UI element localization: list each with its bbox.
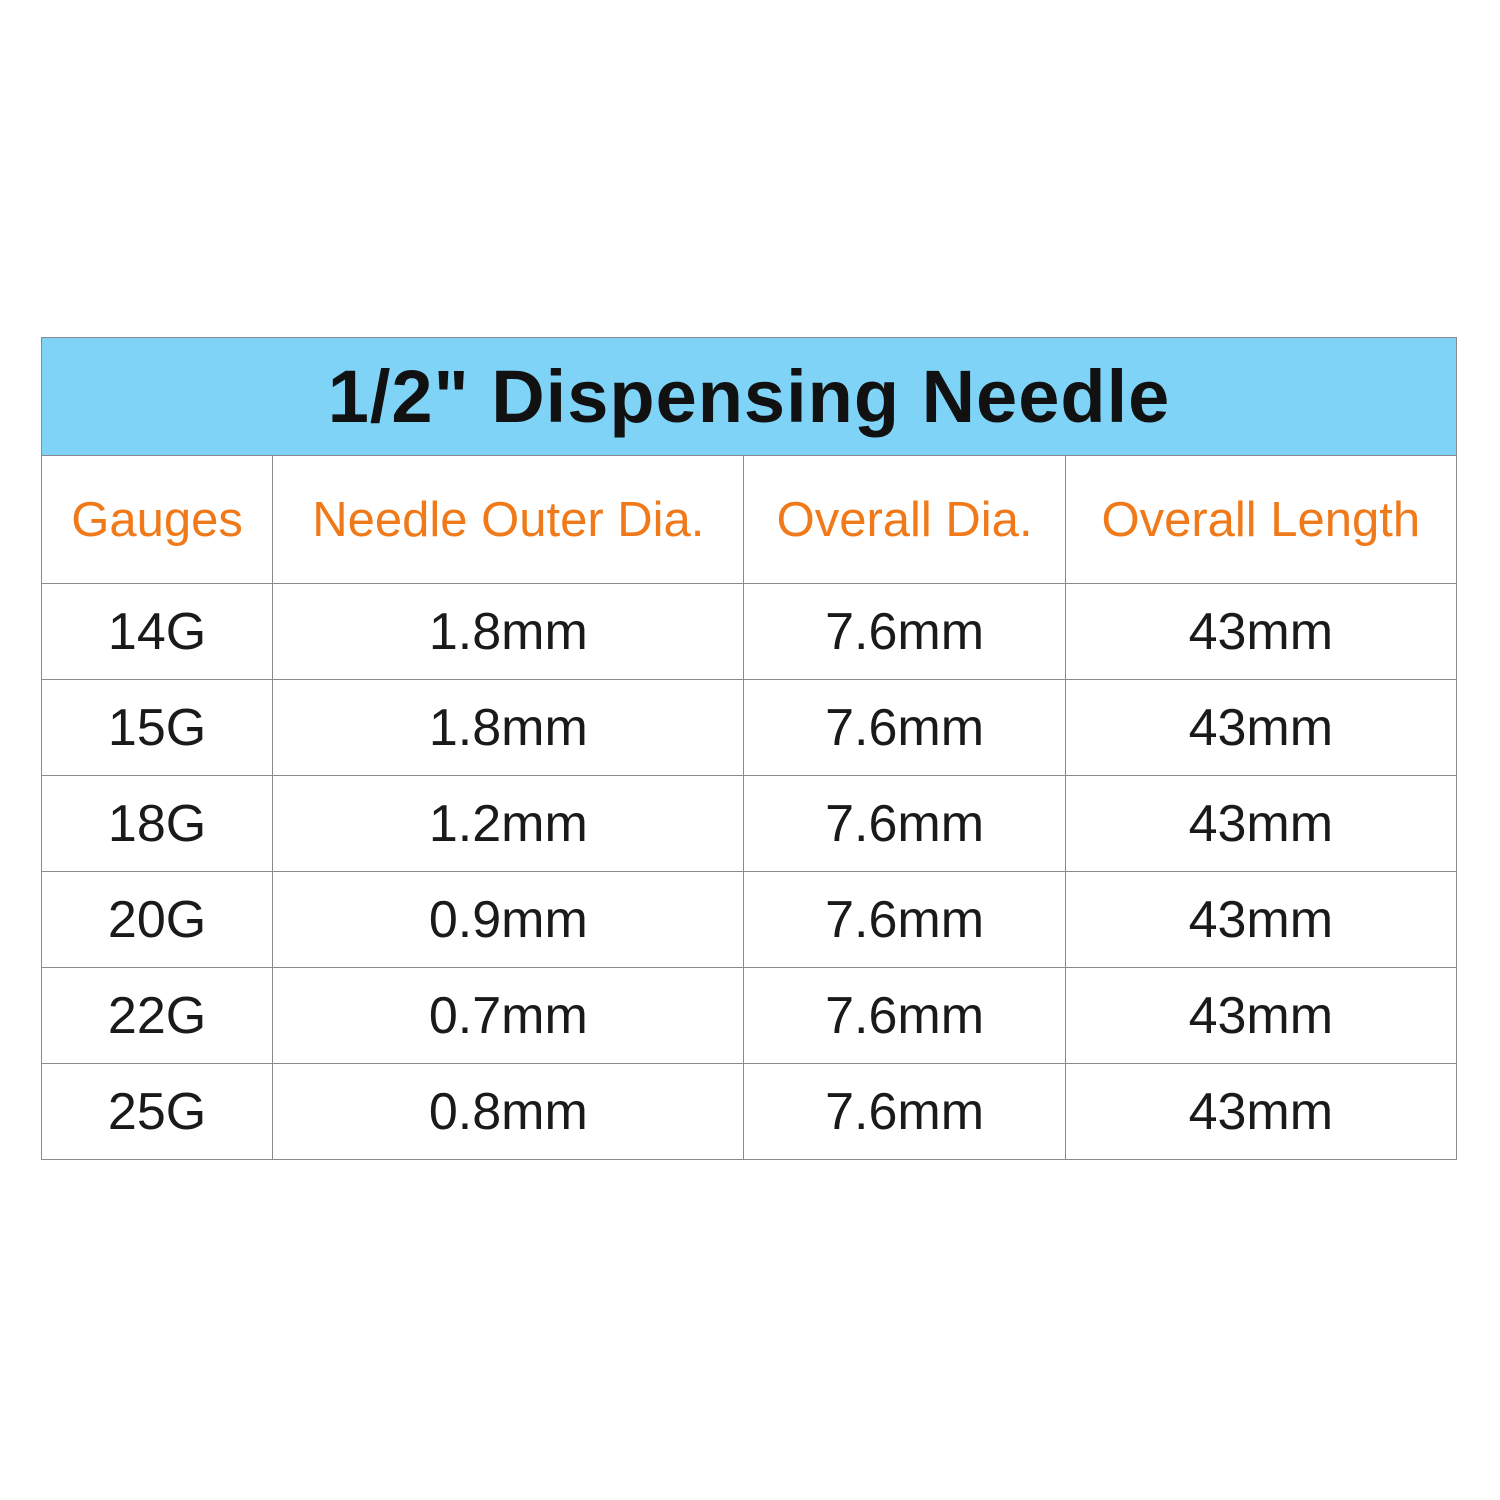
- table-title: 1/2" Dispensing Needle: [42, 338, 1457, 456]
- header-needle-outer-dia: Needle Outer Dia.: [273, 456, 744, 584]
- overall-dia-cell: 7.6mm: [744, 680, 1065, 776]
- overall-dia-cell: 7.6mm: [744, 584, 1065, 680]
- needle-outer-dia-cell: 0.8mm: [273, 1064, 744, 1160]
- header-overall-dia: Overall Dia.: [744, 456, 1065, 584]
- overall-length-cell: 43mm: [1065, 584, 1456, 680]
- overall-length-cell: 43mm: [1065, 968, 1456, 1064]
- overall-length-cell: 43mm: [1065, 872, 1456, 968]
- overall-dia-cell: 7.6mm: [744, 776, 1065, 872]
- overall-dia-cell: 7.6mm: [744, 968, 1065, 1064]
- title-row: [42, 338, 1457, 456]
- table-row: [42, 1064, 1457, 1160]
- table-row: [42, 776, 1457, 872]
- needle-outer-dia-cell: 0.9mm: [273, 872, 744, 968]
- overall-length-cell: 43mm: [1065, 680, 1456, 776]
- spec-table: [41, 337, 1457, 1160]
- gauge-cell: 22G: [42, 968, 273, 1064]
- gauge-cell: 20G: [42, 872, 273, 968]
- needle-outer-dia-cell: 1.8mm: [273, 584, 744, 680]
- gauge-cell: 14G: [42, 584, 273, 680]
- overall-dia-cell: 7.6mm: [744, 1064, 1065, 1160]
- overall-length-cell: 43mm: [1065, 776, 1456, 872]
- table-row: [42, 680, 1457, 776]
- header-gauges: Gauges: [42, 456, 273, 584]
- table-row: [42, 584, 1457, 680]
- gauge-cell: 15G: [42, 680, 273, 776]
- header-row: [42, 456, 1457, 584]
- table-row: [42, 872, 1457, 968]
- header-overall-length: Overall Length: [1065, 456, 1456, 584]
- needle-outer-dia-cell: 0.7mm: [273, 968, 744, 1064]
- overall-length-cell: 43mm: [1065, 1064, 1456, 1160]
- gauge-cell: 25G: [42, 1064, 273, 1160]
- table-row: [42, 968, 1457, 1064]
- overall-dia-cell: 7.6mm: [744, 872, 1065, 968]
- gauge-cell: 18G: [42, 776, 273, 872]
- needle-outer-dia-cell: 1.2mm: [273, 776, 744, 872]
- needle-outer-dia-cell: 1.8mm: [273, 680, 744, 776]
